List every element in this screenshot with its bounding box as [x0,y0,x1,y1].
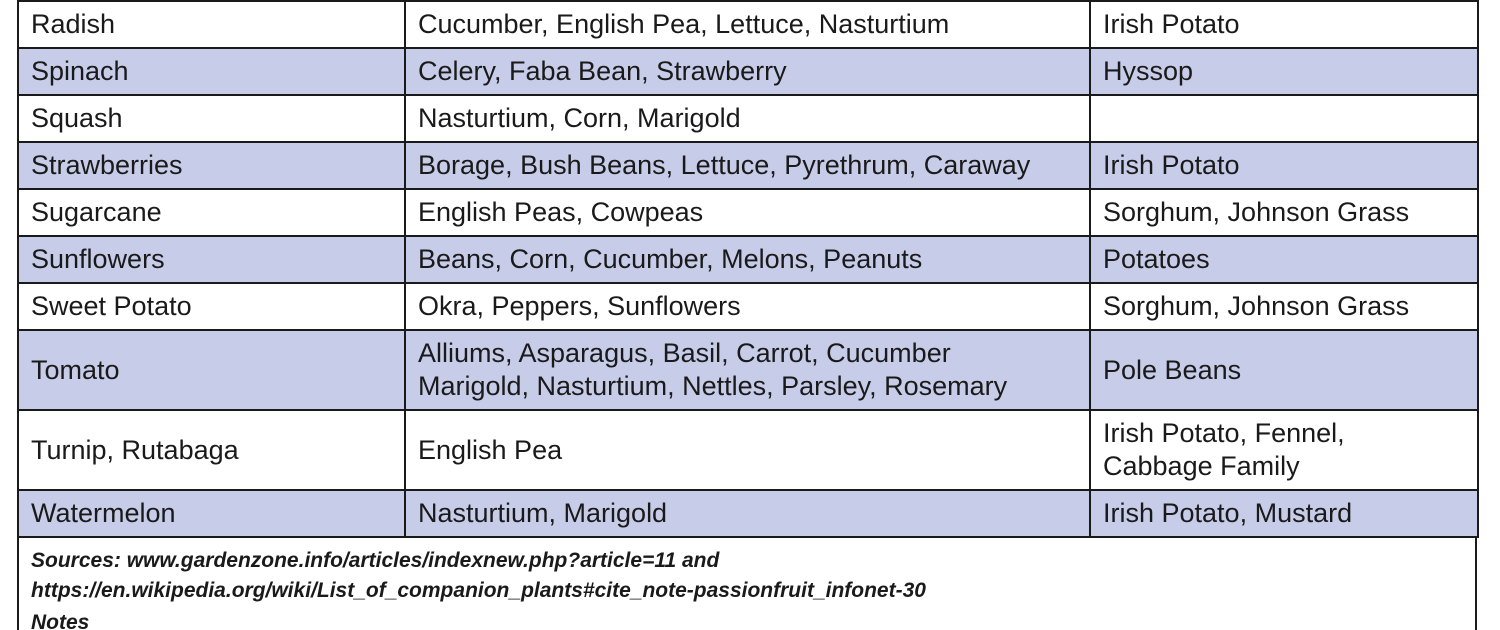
sources-line-2: https://en.wikipedia.org/wiki/List_of_companion_plants#cite_note-passionfruit_infonet-30 [31,579,926,602]
table-row [18,189,1478,236]
companions-line: Nasturtium, Marigold [418,498,668,528]
table-row [18,330,1478,410]
plant-cell: Sweet Potato [18,283,405,330]
avoid-cell [1090,1,1478,48]
avoid-line: Pole Beans [1103,354,1242,385]
companions-cell [405,283,1090,330]
avoid-line: Irish Potato, Fennel, [1103,418,1345,448]
plant-cell: Tomato [18,330,405,410]
companions-line: Marigold, Nasturtium, Nettles, Parsley, Rosemary [418,371,1008,401]
avoid-line: Hyssop [1103,56,1194,86]
plant-cell: Spinach [18,48,405,95]
avoid-cell [1090,142,1478,189]
companion-plants-table-container [17,0,1477,630]
avoid-cell [1090,330,1478,410]
companions-line: Celery, Faba Bean, Strawberry [418,56,787,86]
avoid-cell [1090,95,1478,142]
avoid-cell [1090,283,1478,330]
table-row [18,410,1478,490]
companions-cell [405,142,1090,189]
plant-cell: Radish [18,1,405,48]
avoid-line: Potatoes [1103,244,1210,274]
avoid-cell [1090,490,1478,537]
table-row [18,236,1478,283]
avoid-line: Sorghum, Johnson Grass [1103,197,1410,227]
companions-cell [405,330,1090,410]
plant-cell: Watermelon [18,490,405,537]
table-body [18,1,1478,537]
plant-cell: Sugarcane [18,189,405,236]
avoid-cell [1090,236,1478,283]
companions-cell [405,95,1090,142]
avoid-line: Irish Potato [1103,150,1240,180]
companions-line: Cucumber, English Pea, Lettuce, Nasturtium [418,9,950,39]
avoid-cell [1090,410,1478,490]
table-row [18,490,1478,537]
companions-line: Beans, Corn, Cucumber, Melons, Peanuts [418,244,923,274]
companions-line: Alliums, Asparagus, Basil, Carrot, Cucumber [418,338,951,368]
table-row [18,95,1478,142]
companions-line: English Peas, Cowpeas [418,197,704,227]
plant-cell: Sunflowers [18,236,405,283]
table-row [18,48,1478,95]
companions-line: English Pea [418,434,563,465]
companions-cell [405,410,1090,490]
avoid-line: Irish Potato, Mustard [1103,498,1353,528]
companions-cell [405,1,1090,48]
sources-cell [17,538,1477,630]
plant-cell: Strawberries [18,142,405,189]
avoid-cell [1090,48,1478,95]
table-row [18,283,1478,330]
avoid-line: Sorghum, Johnson Grass [1103,291,1410,321]
companions-cell [405,189,1090,236]
companions-line: Nasturtium, Corn, Marigold [418,103,741,133]
companions-cell [405,48,1090,95]
companion-plants-table [17,0,1479,538]
table-row [18,142,1478,189]
companions-cell [405,490,1090,537]
plant-cell: Squash [18,95,405,142]
sources-line-1: Sources: www.gardenzone.info/articles/indexnew.php?article=11 and [31,549,720,572]
companions-line: Borage, Bush Beans, Lettuce, Pyrethrum, Caraway [418,150,1031,180]
avoid-line: Cabbage Family [1103,451,1300,481]
avoid-line: Irish Potato [1103,9,1240,39]
companions-line: Okra, Peppers, Sunflowers [418,291,741,321]
plant-cell: Turnip, Rutabaga [18,410,405,490]
notes-label: Notes [31,611,90,630]
companions-cell [405,236,1090,283]
avoid-cell [1090,189,1478,236]
table-row [18,1,1478,48]
